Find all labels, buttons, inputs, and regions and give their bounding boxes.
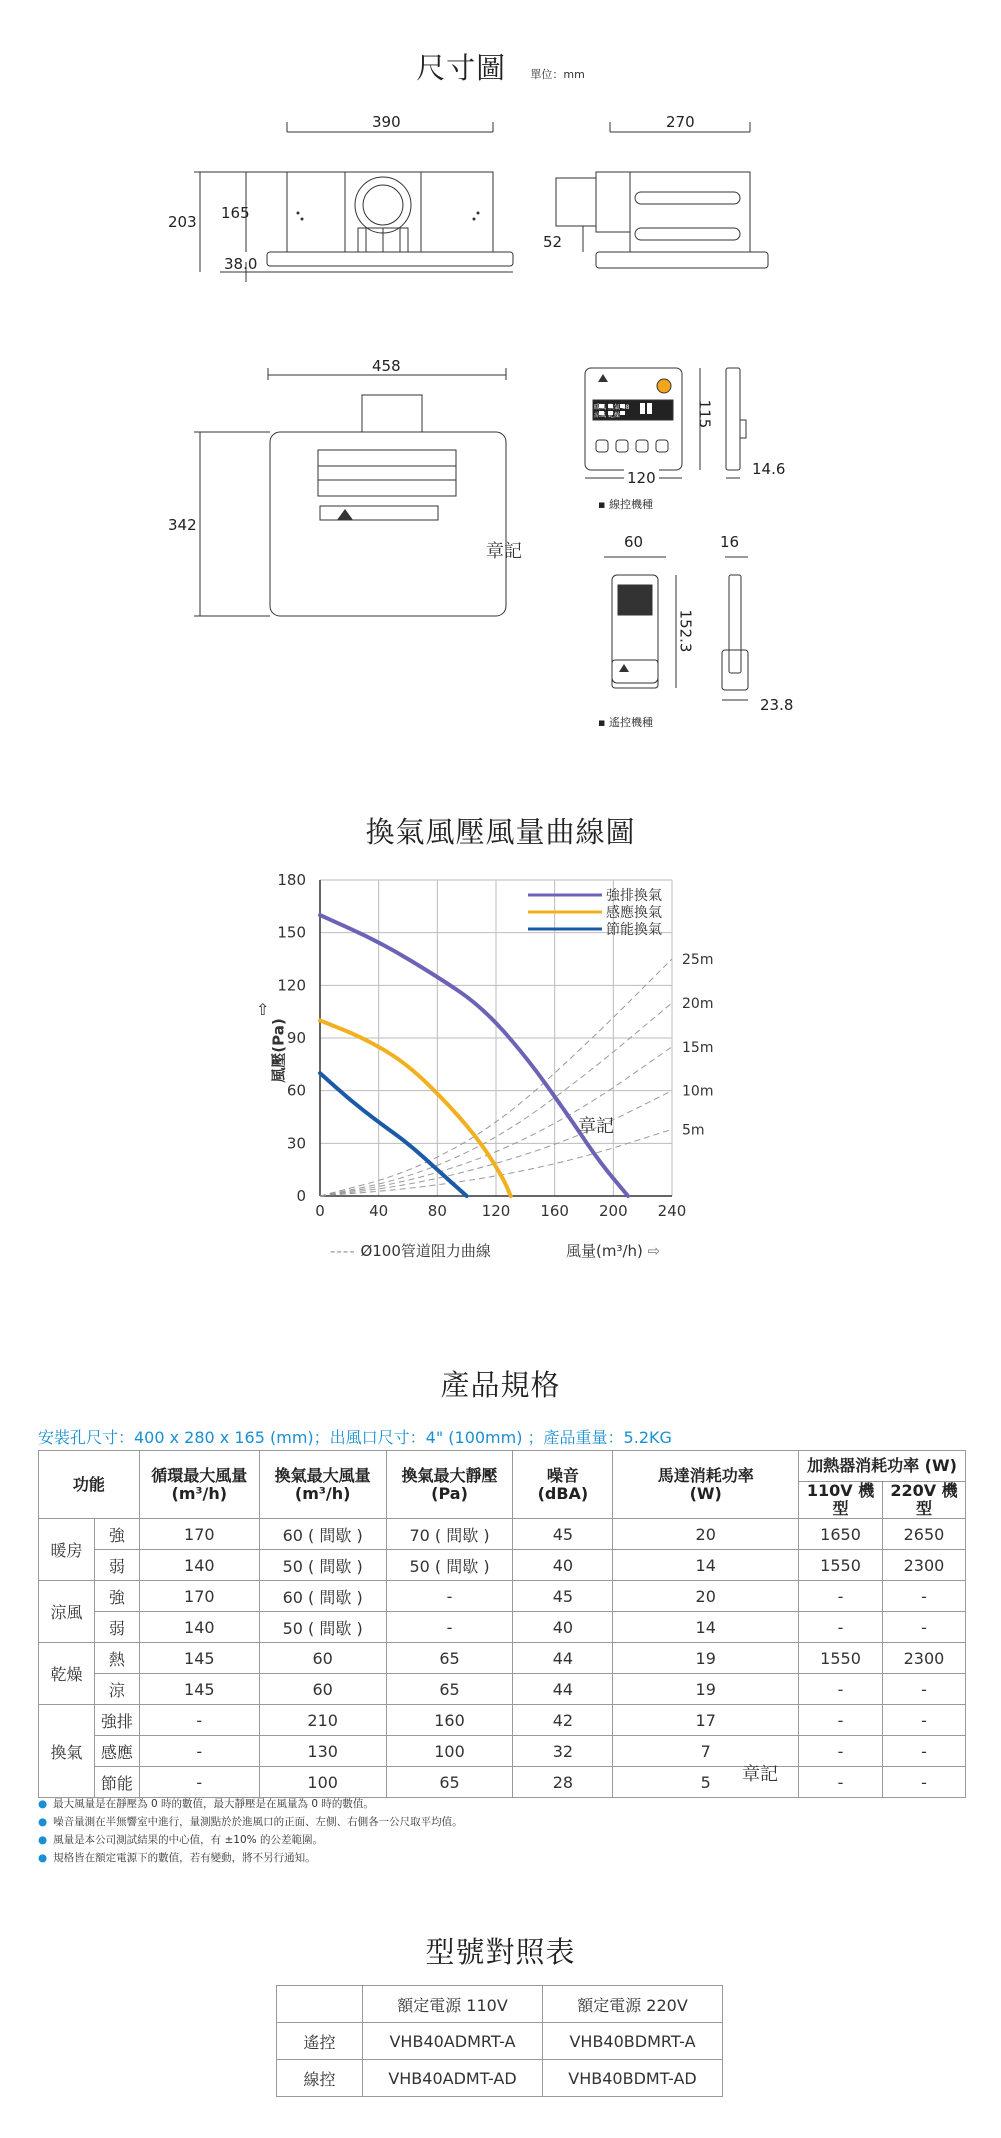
wired-caption: ▪ 線控機種 xyxy=(598,498,653,511)
spec-cell-h110: 1650 xyxy=(799,1519,883,1550)
spec-cell-noise: 28 xyxy=(513,1767,613,1798)
spec-cell-h220: 2300 xyxy=(882,1550,965,1581)
model-table xyxy=(276,1985,723,2097)
spec-mode-label: 強排 xyxy=(94,1705,139,1736)
spec-cell-circ: 170 xyxy=(139,1581,259,1612)
spec-cell-h110: - xyxy=(799,1612,883,1643)
wired-display-row2: 涼風 乾燥 xyxy=(594,412,620,419)
remote-height-label: 152.3 xyxy=(676,609,695,653)
spec-group-label: 暖房 xyxy=(39,1519,95,1581)
series-line-3 xyxy=(320,1073,467,1196)
x-tick-label: 80 xyxy=(427,1202,447,1220)
header-function: 功能 xyxy=(39,1451,140,1519)
remote-side-depth-label: 23.8 xyxy=(760,696,794,714)
spec-cell-motor: 5 xyxy=(613,1767,799,1798)
y-tick-label: 30 xyxy=(286,1134,306,1153)
wired-depth-label: 14.6 xyxy=(752,460,786,478)
spec-cell-motor: 14 xyxy=(613,1612,799,1643)
spec-cell-static: 50 ( 間歇 ) xyxy=(386,1550,513,1581)
spec-cell-h110: - xyxy=(799,1736,883,1767)
spec-cell-h110: - xyxy=(799,1767,883,1798)
model-cell: VHB40ADMT-AD xyxy=(363,2060,543,2097)
spec-row xyxy=(39,1612,966,1643)
spec-row xyxy=(39,1705,966,1736)
spec-mode-label: 熱 xyxy=(94,1643,139,1674)
spec-cell-vent: 100 xyxy=(259,1767,386,1798)
x-axis-label: 風量(m³/h) ⇨ xyxy=(566,1242,661,1260)
spec-cell-circ: - xyxy=(139,1767,259,1798)
model-col-110v: 額定電源 110V xyxy=(363,1986,543,2023)
legend-label: 感應換氣 xyxy=(606,905,662,921)
model-cell: VHB40BDMRT-A xyxy=(543,2023,723,2060)
spec-cell-h110: 1550 xyxy=(799,1643,883,1674)
x-tick-label: 240 xyxy=(657,1202,687,1220)
spec-cell-noise: 44 xyxy=(513,1643,613,1674)
x-tick-label: 40 xyxy=(369,1202,389,1220)
spec-mode-label: 強 xyxy=(94,1519,139,1550)
spec-cell-circ: 170 xyxy=(139,1519,259,1550)
spec-cell-static: 65 xyxy=(386,1674,513,1705)
spec-cell-circ: 145 xyxy=(139,1643,259,1674)
spec-cell-static: - xyxy=(386,1612,513,1643)
spec-cell-circ: 140 xyxy=(139,1550,259,1581)
spec-group-label: 換氣 xyxy=(39,1705,95,1798)
front-height-total-label: 203 xyxy=(168,213,197,231)
curve-title: 換氣風壓風量曲線圖 xyxy=(365,815,636,849)
remote-side-top-label: 16 xyxy=(720,533,740,551)
spec-cell-static: 160 xyxy=(386,1705,513,1736)
header-vent-flow: 換氣最大風量 (m³/h) xyxy=(259,1451,386,1519)
spec-cell-vent: 60 ( 間歇 ) xyxy=(259,1581,386,1612)
wired-display-row1: 暖風 換氣 88 xyxy=(594,404,630,411)
x-tick-label: 160 xyxy=(540,1202,569,1220)
duct-label: 20m xyxy=(682,995,714,1012)
spec-mode-label: 弱 xyxy=(94,1550,139,1581)
spec-cell-noise: 40 xyxy=(513,1550,613,1581)
y-tick-label: 90 xyxy=(286,1029,306,1047)
bottom-depth-label: 342 xyxy=(168,516,197,534)
spec-cell-vent: 50 ( 間歇 ) xyxy=(259,1550,386,1581)
spec-cell-circ: 140 xyxy=(139,1612,259,1643)
spec-cell-h220: 2650 xyxy=(882,1519,965,1550)
remote-caption: ▪ 遙控機種 xyxy=(598,716,653,729)
spec-cell-motor: 20 xyxy=(613,1519,799,1550)
spec-cell-h220: - xyxy=(882,1736,965,1767)
spec-cell-vent: 60 ( 間歇 ) xyxy=(259,1519,386,1550)
spec-cell-noise: 45 xyxy=(513,1519,613,1550)
spec-cell-noise: 44 xyxy=(513,1674,613,1705)
spec-cell-motor: 7 xyxy=(613,1736,799,1767)
note-item: ● 噪音量測在半無響室中進行，量測點於於進風口的正面、左側、右側各一公尺取平均值。 xyxy=(38,1816,463,1828)
x-tick-label: 200 xyxy=(599,1202,628,1220)
spec-cell-motor: 19 xyxy=(613,1674,799,1705)
spec-cell-motor: 20 xyxy=(613,1581,799,1612)
spec-cell-noise: 40 xyxy=(513,1612,613,1643)
front-width-label: 390 xyxy=(372,113,401,131)
y-tick-label: 150 xyxy=(277,923,306,942)
y-tick-label: 120 xyxy=(277,976,306,995)
spec-cell-static: 100 xyxy=(386,1736,513,1767)
spec-cell-h110: 1550 xyxy=(799,1550,883,1581)
spec-cell-noise: 45 xyxy=(513,1581,613,1612)
watermark-curve: 章記 xyxy=(578,1116,614,1137)
model-row-label: 線控 xyxy=(277,2060,363,2097)
spec-cell-h220: - xyxy=(882,1767,965,1798)
header-noise: 噪音 (dBA) xyxy=(513,1451,613,1519)
y-tick-label: 180 xyxy=(277,871,306,889)
wired-controller-drawing xyxy=(585,368,746,478)
spec-cell-h110: - xyxy=(799,1581,883,1612)
spec-cell-h220: - xyxy=(882,1674,965,1705)
spec-notes xyxy=(38,1795,463,1867)
spec-cell-motor: 17 xyxy=(613,1705,799,1736)
remote-width-label: 60 xyxy=(624,533,644,551)
spec-cell-h220: - xyxy=(882,1705,965,1736)
duct-legend: ---- Ø100管道阻力曲線 xyxy=(330,1242,491,1260)
series-line-1 xyxy=(320,915,628,1196)
side-view-drawing xyxy=(556,122,768,268)
y-tick-label: 0 xyxy=(296,1187,306,1205)
x-axis-arrow-icon: ⇨ xyxy=(647,1242,661,1260)
model-corner-cell xyxy=(277,1986,363,2023)
spec-cell-noise: 42 xyxy=(513,1705,613,1736)
spec-row xyxy=(39,1550,966,1581)
spec-mode-label: 強 xyxy=(94,1581,139,1612)
bottom-view-drawing xyxy=(194,368,506,616)
spec-cell-static: 70 ( 間歇 ) xyxy=(386,1519,513,1550)
model-row-label: 遙控 xyxy=(277,2023,363,2060)
y-axis-label: 風壓(Pa) xyxy=(269,1018,288,1083)
front-flange-label: 38.0 xyxy=(224,255,258,273)
spec-info-line: 安裝孔尺寸：400 x 280 x 165 (mm)；出風口尺寸：4" (100mm) ；產品重量：5.2KG xyxy=(38,1428,672,1447)
spec-cell-vent: 50 ( 間歇 ) xyxy=(259,1612,386,1643)
spec-cell-vent: 210 xyxy=(259,1705,386,1736)
spec-mode-label: 弱 xyxy=(94,1612,139,1643)
header-motor: 馬達消耗功率 (W) xyxy=(613,1451,799,1519)
spec-cell-h220: - xyxy=(882,1581,965,1612)
spec-row xyxy=(39,1581,966,1612)
spec-cell-circ: - xyxy=(139,1736,259,1767)
legend-label: 節能換氣 xyxy=(606,922,662,938)
note-item: ● 風量是本公司測試結果的中心值，有 ±10% 的公差範圍。 xyxy=(38,1834,323,1846)
bottom-width-label: 458 xyxy=(372,357,401,375)
spec-cell-motor: 19 xyxy=(613,1643,799,1674)
model-cell: VHB40ADMRT-A xyxy=(363,2023,543,2060)
watermark-dimensions: 章記 xyxy=(486,541,522,562)
y-axis-arrow-icon: ⇧ xyxy=(256,1000,270,1019)
spec-cell-circ: - xyxy=(139,1705,259,1736)
spec-cell-motor: 14 xyxy=(613,1550,799,1581)
duct-label: 15m xyxy=(682,1039,714,1056)
spec-cell-h110: - xyxy=(799,1674,883,1705)
spec-cell-static: 65 xyxy=(386,1643,513,1674)
spec-cell-vent: 60 xyxy=(259,1643,386,1674)
spec-cell-h220: - xyxy=(882,1612,965,1643)
spec-cell-vent: 60 xyxy=(259,1674,386,1705)
pressure-flow-chart xyxy=(0,860,1001,1280)
dimensions-title: 尺寸圖 單位：mm xyxy=(416,51,585,85)
y-tick-label: 60 xyxy=(286,1081,306,1100)
header-static: 換氣最大靜壓 (Pa) xyxy=(386,1451,513,1519)
spec-row xyxy=(39,1519,966,1550)
note-item: ● 規格皆在額定電源下的數值，若有變動，將不另行通知。 xyxy=(38,1852,316,1864)
wired-height-label: 115 xyxy=(695,399,714,429)
header-heater-220v: 220V 機型 xyxy=(882,1482,965,1519)
spec-cell-static: 65 xyxy=(386,1767,513,1798)
spec-row xyxy=(39,1643,966,1674)
spec-row xyxy=(39,1674,966,1705)
model-cell: VHB40BDMT-AD xyxy=(543,2060,723,2097)
spec-cell-static: - xyxy=(386,1581,513,1612)
spec-row xyxy=(39,1767,966,1798)
spec-mode-label: 感應 xyxy=(94,1736,139,1767)
spec-group-label: 乾燥 xyxy=(39,1643,95,1705)
duct-label: 5m xyxy=(682,1122,705,1139)
spec-cell-circ: 145 xyxy=(139,1674,259,1705)
spec-mode-label: 節能 xyxy=(94,1767,139,1798)
wired-width-label: 120 xyxy=(624,469,659,487)
spec-cell-noise: 32 xyxy=(513,1736,613,1767)
models-title: 型號對照表 xyxy=(425,1935,576,1969)
x-tick-label: 120 xyxy=(481,1202,511,1220)
spec-table xyxy=(38,1450,966,1798)
spec-cell-vent: 130 xyxy=(259,1736,386,1767)
series-line-2 xyxy=(320,1020,511,1196)
spec-group-label: 涼風 xyxy=(39,1581,95,1643)
spec-title: 產品規格 xyxy=(440,1368,561,1402)
side-width-label: 270 xyxy=(666,113,695,131)
note-item: ● 最大風量是在靜壓為 0 時的數值，最大靜壓是在風量為 0 時的數值。 xyxy=(38,1798,374,1810)
dimension-drawings xyxy=(0,0,1001,760)
watermark-spec: 章記 xyxy=(742,1764,778,1785)
model-col-220v: 額定電源 220V xyxy=(543,1986,723,2023)
duct-label: 25m xyxy=(682,952,714,968)
header-heater-110v: 110V 機型 xyxy=(799,1482,883,1519)
spec-cell-h220: 2300 xyxy=(882,1643,965,1674)
header-heater: 加熱器消耗功率 (W) xyxy=(799,1451,966,1482)
duct-label: 10m xyxy=(682,1083,714,1100)
spec-row xyxy=(39,1736,966,1767)
x-tick-label: 0 xyxy=(315,1202,325,1220)
spec-cell-h110: - xyxy=(799,1705,883,1736)
spec-mode-label: 涼 xyxy=(94,1674,139,1705)
dimensions-unit: 單位：mm xyxy=(530,68,585,81)
front-height-body-label: 165 xyxy=(221,204,250,222)
legend-label: 強排換氣 xyxy=(606,888,662,904)
header-circ-flow: 循環最大風量 (m³/h) xyxy=(139,1451,259,1519)
side-offset-label: 52 xyxy=(543,233,563,251)
